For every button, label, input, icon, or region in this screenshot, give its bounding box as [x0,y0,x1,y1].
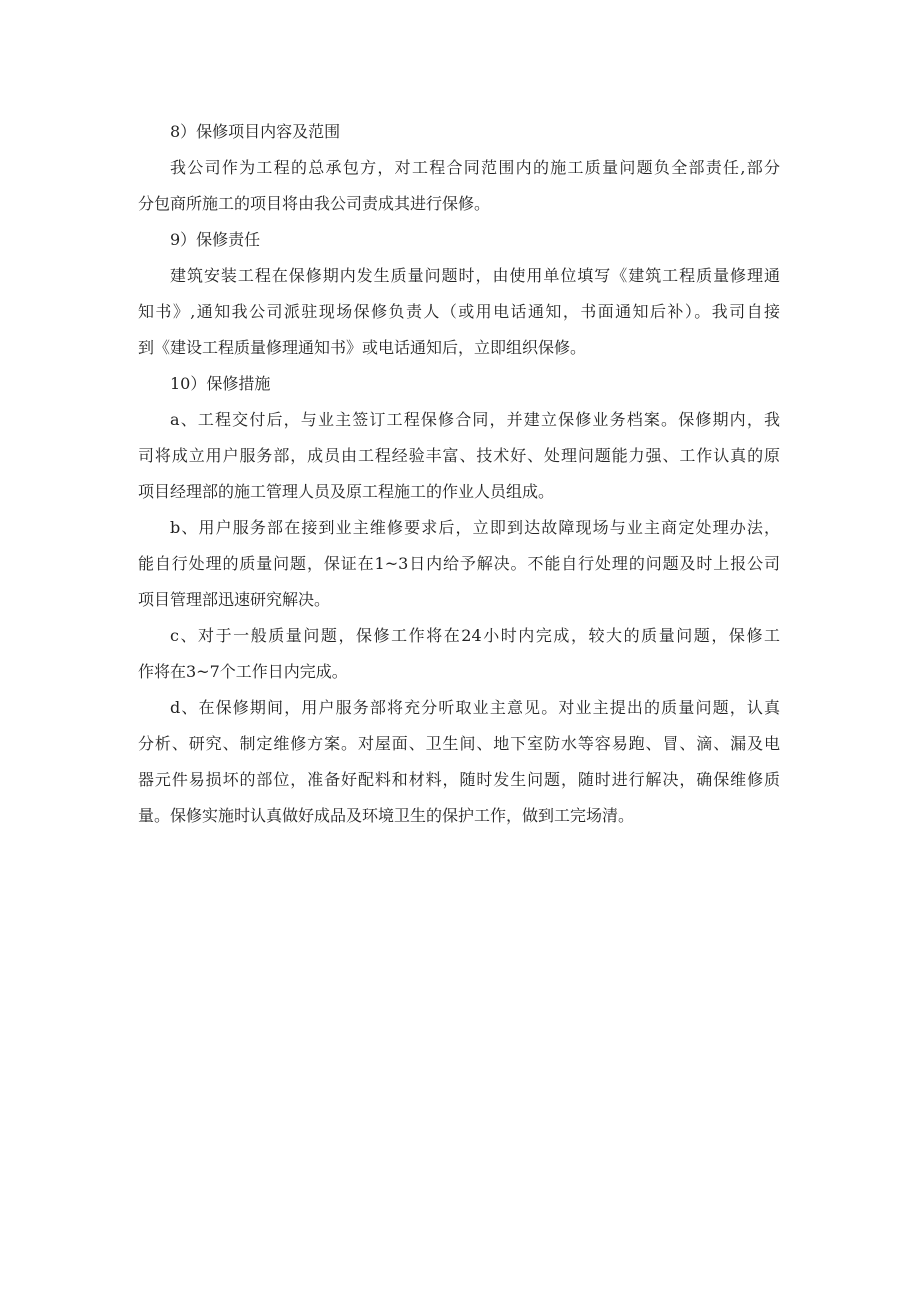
paragraph-line: 到《建设工程质量修理通知书》或电话通知后，立即组织保修。 [138,338,587,357]
section-heading-8: 8）保修项目内容及范围 [170,122,341,141]
paragraph-line: 能自行处理的质量问题，保证在1~3日内给予解决。不能自行处理的问题及时上报公司 [138,554,780,573]
paragraph-line: b、用户服务部在接到业主维修要求后，立即到达故障现场与业主商定处理办法， [170,518,780,537]
paragraph-10-item-b [138,510,780,618]
paragraph-line: 建筑安装工程在保修期内发生质量问题时，由使用单位填写《建筑工程质量修理通 [170,266,780,285]
paragraph-line: 项目经理部的施工管理人员及原工程施工的作业人员组成。 [138,482,555,501]
paragraph-line: 分包商所施工的项目将由我公司责成其进行保修。 [138,194,491,213]
paragraph-line: 分析、研究、制定维修方案。对屋面、卫生间、地下室防水等容易跑、冒、滴、漏及电 [138,734,780,753]
section-heading-10: 10）保修措施 [170,374,271,393]
paragraph-line: 作将在3~7个工作日内完成。 [138,662,348,681]
paragraph-10-item-d [138,690,780,834]
paragraph-line: 项目管理部迅速研究解决。 [138,590,331,609]
paragraph-line: 量。保修实施时认真做好成品及环境卫生的保护工作，做到工完场清。 [138,806,635,825]
paragraph-10-item-c [138,618,780,690]
paragraph-line: 我公司作为工程的总承包方，对工程合同范围内的施工质量问题负全部责任,部分 [170,158,780,177]
paragraph-10-item-a [138,402,780,510]
paragraph-line: 器元件易损坏的部位，准备好配料和材料，随时发生问题，随时进行解决，确保维修质 [138,770,780,789]
paragraph-line: 知书》,通知我公司派驻现场保修负责人（或用电话通知，书面通知后补）。我司自接 [138,302,780,321]
paragraph-line: 司将成立用户服务部，成员由工程经验丰富、技术好、处理问题能力强、工作认真的原 [138,446,780,465]
paragraph-line: a、工程交付后，与业主签订工程保修合同，并建立保修业务档案。保修期内，我 [170,410,780,429]
document-body [138,114,780,834]
paragraph-line: d、在保修期间，用户服务部将充分听取业主意见。对业主提出的质量问题，认真 [170,698,780,717]
paragraph-line: c、对于一般质量问题，保修工作将在24小时内完成，较大的质量问题，保修工 [170,626,780,645]
section-heading-9: 9）保修责任 [170,230,261,249]
paragraph-9-responsibility [138,258,780,366]
paragraph-8-scope [138,150,780,222]
